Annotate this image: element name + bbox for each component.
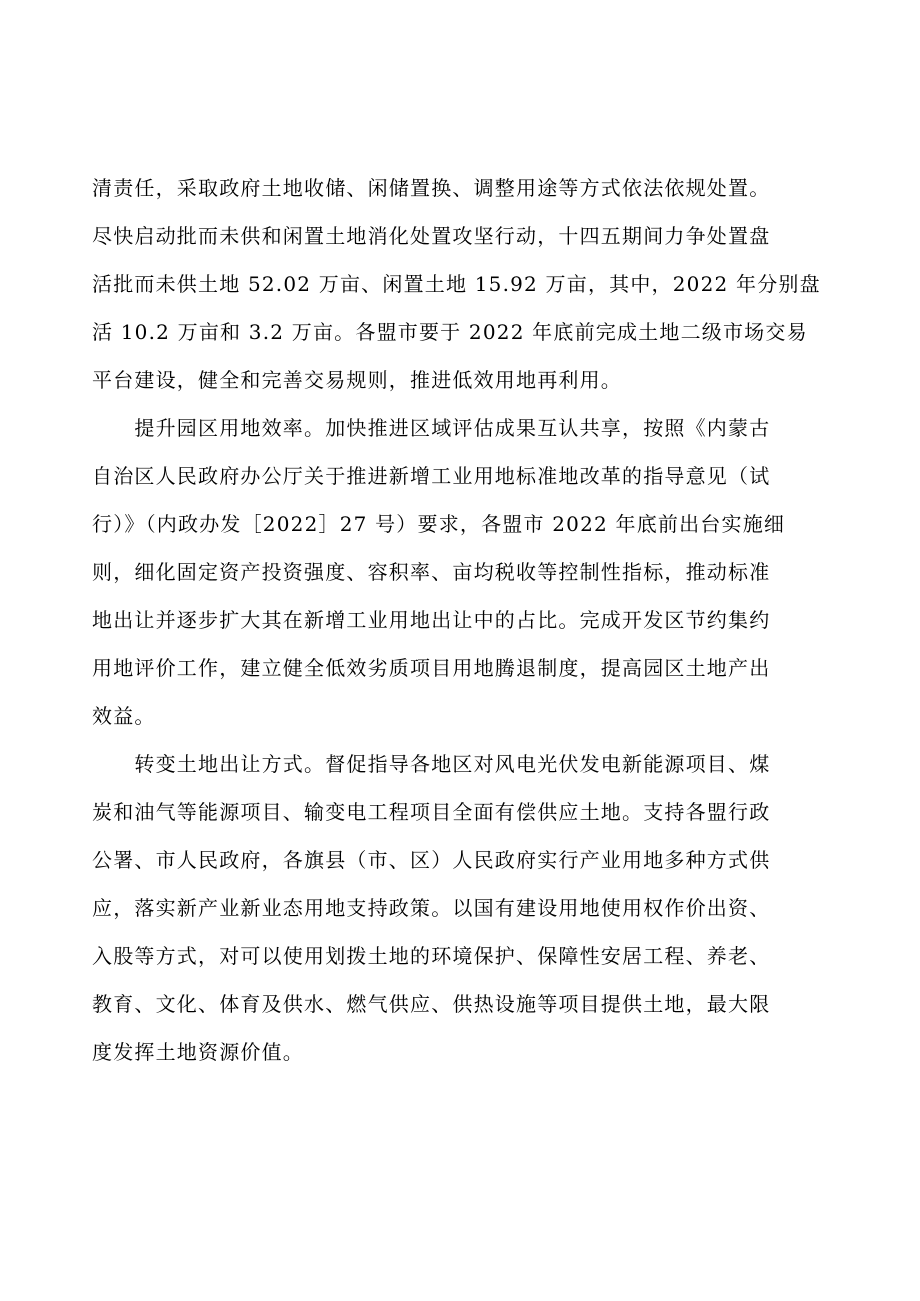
text-line: 公署、市人民政府，各旗县（市、区）人民政府实行产业用地多种方式供 xyxy=(92,848,771,872)
paragraph-land-transfer-methods xyxy=(92,740,852,1076)
text-line: 行）》（内政办发［2022］27 号）要求，各盟市 2022 年底前出台实施细 xyxy=(92,512,786,536)
text-line: 清责任，采取政府土地收储、闲储置换、调整用途等方式依法依规处置。 xyxy=(92,176,771,200)
paragraph-park-land-efficiency xyxy=(92,404,852,740)
text-line: 提升园区用地效率。加快推进区域评估成果互认共享，按照《内蒙古 xyxy=(92,416,771,440)
text-line: 应，落实新产业新业态用地支持政策。以国有建设用地使用权作价出资、 xyxy=(92,896,771,920)
text-line: 炭和油气等能源项目、输变电工程项目全面有偿供应土地。支持各盟行政 xyxy=(92,800,771,824)
body-text xyxy=(92,164,852,1076)
text-line: 转变土地出让方式。督促指导各地区对风电光伏发电新能源项目、煤 xyxy=(92,752,771,776)
text-line: 用地评价工作，建立健全低效劣质项目用地腾退制度，提高园区土地产出 xyxy=(92,656,771,680)
text-line: 自治区人民政府办公厅关于推进新增工业用地标准地改革的指导意见（试 xyxy=(92,464,771,488)
text-line: 教育、文化、体育及供水、燃气供应、供热设施等项目提供土地，最大限 xyxy=(92,992,771,1016)
text-line: 平台建设，健全和完善交易规则，推进低效用地再利用。 xyxy=(92,368,622,392)
text-line: 活批而未供土地 52.02 万亩、闲置土地 15.92 万亩，其中，2022 年分别盘 xyxy=(92,272,821,296)
text-line: 效益。 xyxy=(92,704,156,728)
paragraph-land-disposal xyxy=(92,164,852,404)
text-line: 度发挥土地资源价值。 xyxy=(92,1040,304,1064)
text-line: 入股等方式，对可以使用划拨土地的环境保护、保障性安居工程、养老、 xyxy=(92,944,771,968)
text-line: 活 10.2 万亩和 3.2 万亩。各盟市要于 2022 年底前完成土地二级市场交易 xyxy=(92,320,808,344)
text-line: 尽快启动批而未供和闲置土地消化处置攻坚行动，十四五期间力争处置盘 xyxy=(92,224,771,248)
text-line: 地出让并逐步扩大其在新增工业用地出让中的占比。完成开发区节约集约 xyxy=(92,608,771,632)
text-line: 则，细化固定资产投资强度、容积率、亩均税收等控制性指标，推动标准 xyxy=(92,560,771,584)
